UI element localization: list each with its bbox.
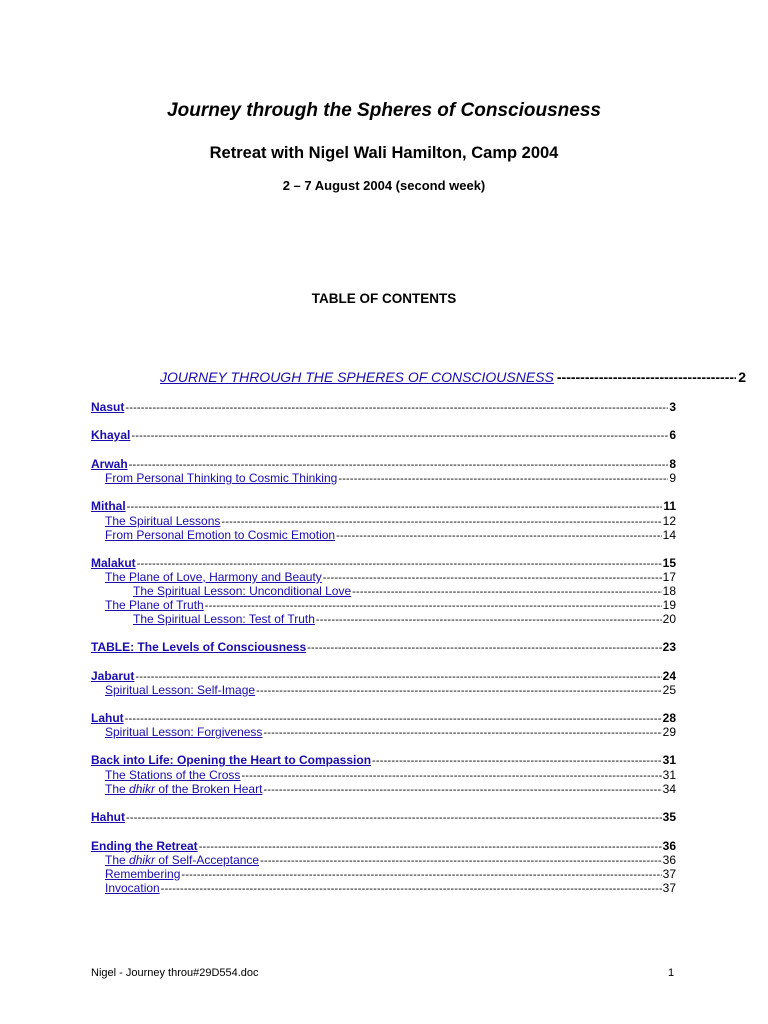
toc-leader bbox=[323, 572, 662, 584]
toc-page-number: 36 bbox=[662, 853, 676, 867]
toc-entry-link[interactable]: The Spiritual Lesson: Unconditional Love bbox=[133, 584, 352, 598]
toc-entry-link[interactable]: The Spiritual Lesson: Test of Truth bbox=[133, 612, 315, 626]
toc-entry[interactable] bbox=[91, 683, 676, 697]
toc-leader bbox=[316, 614, 662, 626]
toc-page-number: 14 bbox=[662, 528, 676, 542]
toc-entry[interactable] bbox=[91, 471, 676, 485]
toc-page-number: 11 bbox=[663, 499, 676, 513]
toc-page-number: 12 bbox=[662, 514, 676, 528]
toc-page-number: 35 bbox=[662, 810, 676, 824]
document-subtitle: Retreat with Nigel Wali Hamilton, Camp 2004 bbox=[209, 144, 559, 162]
toc-entry-link[interactable]: TABLE: The Levels of Consciousness bbox=[91, 640, 307, 654]
toc-page-number: 24 bbox=[662, 669, 676, 683]
toc-heading: TABLE OF CONTENTS bbox=[311, 291, 457, 306]
toc-page-number: 18 bbox=[662, 584, 676, 598]
toc-entry-link[interactable]: Nasut bbox=[91, 400, 125, 414]
toc-page-number: 28 bbox=[662, 711, 676, 725]
toc-leader bbox=[125, 713, 662, 725]
document-dates: 2 – 7 August 2004 (second week) bbox=[282, 178, 486, 193]
toc-page-number: 31 bbox=[662, 753, 676, 767]
toc-entry[interactable] bbox=[91, 768, 676, 782]
toc-leader bbox=[241, 770, 661, 782]
toc-entry[interactable] bbox=[91, 810, 676, 824]
toc-leader bbox=[256, 685, 662, 697]
toc-page-number: 2 bbox=[738, 369, 746, 385]
toc-page-number: 20 bbox=[662, 612, 676, 626]
toc-entry-link[interactable]: Spiritual Lesson: Forgiveness bbox=[105, 725, 263, 739]
toc-page-number: 36 bbox=[662, 839, 676, 853]
toc-page-number: 8 bbox=[669, 457, 676, 471]
toc-entry[interactable] bbox=[91, 853, 676, 867]
toc-leader bbox=[199, 841, 662, 853]
toc-entry[interactable] bbox=[91, 612, 676, 626]
toc-main-link[interactable]: JOURNEY THROUGH THE SPHERES OF CONSCIOUSNESS bbox=[160, 369, 554, 385]
toc-leader bbox=[372, 755, 662, 767]
toc-leader bbox=[352, 586, 662, 598]
toc-entry-link[interactable]: Back into Life: Opening the Heart to Compassion bbox=[91, 753, 372, 767]
footer-filename: Nigel - Journey throu#29D554.doc bbox=[91, 967, 259, 979]
document-title: Journey through the Spheres of Consciousness bbox=[167, 100, 601, 121]
toc-page-number: 23 bbox=[662, 640, 676, 654]
toc-page-number: 3 bbox=[669, 400, 676, 414]
toc-page-number: 19 bbox=[662, 598, 676, 612]
toc-page-number: 15 bbox=[662, 556, 676, 570]
toc-entry[interactable] bbox=[91, 711, 676, 725]
toc-entry[interactable] bbox=[91, 753, 676, 767]
toc-entry[interactable] bbox=[91, 570, 676, 584]
toc-entry-link[interactable]: The Plane of Love, Harmony and Beauty bbox=[105, 570, 322, 584]
toc-entry-link[interactable]: Khayal bbox=[91, 428, 131, 442]
toc-leader bbox=[129, 459, 669, 471]
toc-entry[interactable] bbox=[91, 499, 676, 513]
toc-page-number: 6 bbox=[669, 428, 676, 442]
toc-page-number: 37 bbox=[662, 881, 676, 895]
toc-entry[interactable] bbox=[91, 457, 676, 471]
toc-entry[interactable] bbox=[91, 556, 676, 570]
toc-entry[interactable] bbox=[91, 782, 676, 796]
toc-entry-link[interactable]: Arwah bbox=[91, 457, 128, 471]
toc-leader bbox=[260, 855, 662, 867]
toc-entry-link[interactable]: From Personal Emotion to Cosmic Emotion bbox=[105, 528, 336, 542]
toc-leader bbox=[125, 402, 668, 414]
toc-leader bbox=[307, 642, 661, 654]
toc-entry-link[interactable]: Remembering bbox=[105, 867, 181, 881]
toc-entry[interactable] bbox=[91, 584, 676, 598]
toc-entry[interactable] bbox=[91, 400, 676, 414]
toc-entry[interactable] bbox=[91, 640, 676, 654]
toc-entry[interactable] bbox=[91, 598, 676, 612]
toc-entry-link[interactable]: Lahut bbox=[91, 711, 124, 725]
toc-page-number: 29 bbox=[662, 725, 676, 739]
toc-entry[interactable] bbox=[91, 839, 676, 853]
toc-page-number: 17 bbox=[662, 570, 676, 584]
toc-leader bbox=[137, 558, 662, 570]
toc-page-number: 25 bbox=[662, 683, 676, 697]
toc-page-number: 34 bbox=[662, 782, 676, 796]
toc-leader bbox=[181, 869, 661, 881]
footer-page-number: 1 bbox=[668, 967, 675, 979]
toc-entry[interactable] bbox=[91, 725, 676, 739]
toc-leader bbox=[263, 784, 661, 796]
toc-entry[interactable] bbox=[91, 881, 676, 895]
toc-entry-link[interactable]: The dhikr of the Broken Heart bbox=[105, 782, 263, 796]
toc-entry[interactable] bbox=[91, 528, 676, 542]
toc-leader bbox=[205, 600, 662, 612]
toc-entry[interactable] bbox=[91, 669, 676, 683]
toc-leader bbox=[338, 473, 668, 485]
toc-leader bbox=[557, 369, 736, 385]
toc-entry-link[interactable]: Invocation bbox=[105, 881, 160, 895]
toc-entry-link[interactable]: Malakut bbox=[91, 556, 136, 570]
toc-entry-link[interactable]: Mithal bbox=[91, 499, 126, 513]
toc-entry[interactable] bbox=[91, 867, 676, 881]
toc-page-number: 9 bbox=[669, 471, 676, 485]
toc-leader bbox=[135, 671, 661, 683]
toc-page-number: 31 bbox=[662, 768, 676, 782]
toc-entry-link[interactable]: From Personal Thinking to Cosmic Thinking bbox=[105, 471, 338, 485]
toc-entry[interactable] bbox=[91, 428, 676, 442]
toc-entry-link[interactable]: Hahut bbox=[91, 810, 125, 824]
toc-entry-link[interactable]: The dhikr of Self-Acceptance bbox=[105, 853, 260, 867]
toc-entry-link[interactable]: Jabarut bbox=[91, 669, 135, 683]
toc-leader bbox=[263, 727, 661, 739]
toc-entry-link[interactable]: Ending the Retreat bbox=[91, 839, 198, 853]
toc-leader bbox=[161, 883, 662, 895]
toc-entry-link[interactable]: The Stations of the Cross bbox=[105, 768, 241, 782]
toc-leader bbox=[127, 501, 663, 513]
toc-entry-link[interactable]: The Spiritual Lessons bbox=[105, 514, 221, 528]
toc-main-entry[interactable] bbox=[160, 369, 746, 387]
toc-entry-link[interactable]: Spiritual Lesson: Self-Image bbox=[105, 683, 256, 697]
toc-leader bbox=[221, 516, 661, 528]
toc-entry-link[interactable]: The Plane of Truth bbox=[105, 598, 204, 612]
toc-entry[interactable] bbox=[91, 514, 676, 528]
toc-leader bbox=[336, 530, 662, 542]
toc-leader bbox=[131, 430, 668, 442]
toc-leader bbox=[126, 812, 662, 824]
toc-page-number: 37 bbox=[662, 867, 676, 881]
